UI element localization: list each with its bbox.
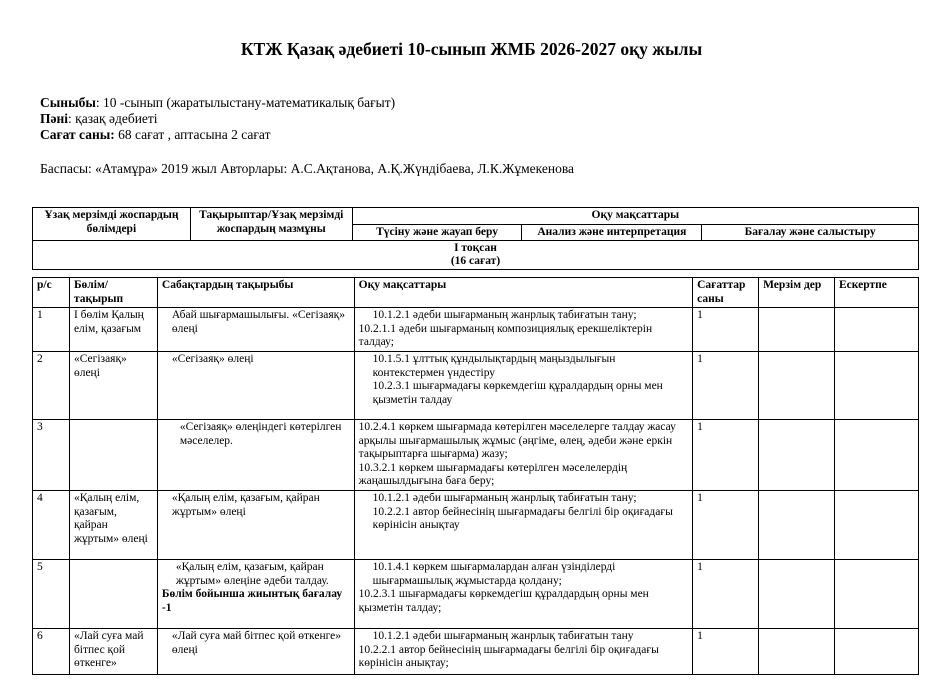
class-line: [40, 95, 395, 111]
col-lesson: Сабақтардың тақырыбы: [157, 278, 354, 308]
row-num: 6: [33, 628, 70, 674]
row-lesson: «Лай суға май бітпес қой өткенге» өлеңі: [157, 628, 354, 674]
class-label: Сыныбы: [40, 95, 96, 110]
header-goal-analysis: Анализ және интерпретация: [522, 224, 702, 241]
row-note: [835, 351, 919, 419]
subject-label: Пәні: [40, 111, 69, 126]
row-section: «Лай суға май бітпес қой өткенге»: [69, 628, 157, 674]
goal-a: 10.2.4.1 көркем шығармада көтерілген мәселелерге талдау жасау арқылы шығармашылық жұмыс (әңгіме, өлең, әдеби және еркін тақырыптарға шығарма) жазу;: [358, 420, 676, 461]
goal-a: 10.1.2.1 әдеби шығарманың жанрлық табиғатын тану;: [372, 309, 637, 322]
row-note: [835, 419, 919, 490]
col-goals: Оқу мақсаттары: [354, 278, 692, 308]
plan-table: [32, 277, 919, 675]
row-goals: [354, 490, 692, 559]
row-goals: [354, 308, 692, 352]
hours-label: Сағат саны:: [40, 127, 115, 142]
goal-a: 10.1.5.1 ұлттық құндылықтардың маңыздылығын контекстермен үндестіру: [372, 352, 616, 379]
row-hours: 1: [693, 559, 759, 628]
row-section: «Қалың елім, қазағым, қайран жұртым» өлеңі: [69, 490, 157, 559]
header-topics: Тақырыптар/Ұзақ мерзімді жоспардың мазмұны: [190, 208, 352, 241]
hours-value: 68 сағат , аптасына 2 сағат: [114, 127, 271, 142]
goal-b: 10.2.3.1 шығармадағы көркемдегіш құралдардың орны мен қызметін талдау;: [358, 588, 649, 614]
goal-a: 10.1.2.1 әдеби шығарманың жанрлық табиғатын тану;: [372, 491, 637, 504]
row-num: 1: [33, 308, 70, 352]
row-goals: [354, 351, 692, 419]
row-hours: 1: [693, 628, 759, 674]
header-goals: Оқу мақсаттары: [352, 208, 918, 225]
goal-b: 10.3.2.1 көркем шығармадағы көтерілген мәселелердің жаңашылдығына баға беру;: [358, 461, 628, 488]
table-row: [33, 559, 919, 628]
lesson-assessment: Бөлім бойынша жиынтық бағалау -1: [161, 588, 343, 614]
col-hours: Сағаттар саны: [693, 278, 759, 308]
row-lesson: Абай шығармашылығы. «Сегізаяқ» өлеңі: [157, 308, 354, 352]
row-num: 4: [33, 490, 70, 559]
row-deadline: [759, 490, 835, 559]
subject-line: [40, 111, 158, 127]
publisher-line: Баспасы: «Атамұра» 2019 жыл Авторлары: А.С.Ақтанова, А.Қ.Жүндібаева, Л.К.Жұмекенова: [40, 161, 575, 176]
row-lesson: «Сегізаяқ» өлеңі: [157, 351, 354, 419]
row-num: 3: [33, 419, 70, 490]
row-note: [835, 308, 919, 352]
table-row: [33, 490, 919, 559]
row-hours: 1: [693, 308, 759, 352]
subject-value: : қазақ әдебиеті: [68, 111, 158, 126]
quarter-hours: (16 сағат): [450, 254, 501, 267]
row-num: 2: [33, 351, 70, 419]
row-goals: [354, 559, 692, 628]
row-section: [69, 419, 157, 490]
row-deadline: [759, 351, 835, 419]
row-note: [835, 628, 919, 674]
table-row: [33, 628, 919, 674]
goal-b: 10.2.2.1 автор бейнесінің шығармадағы белгілі бір оқиғадағы көрінісін анықтау: [372, 505, 673, 532]
quarter-name: I тоқсан: [454, 242, 497, 254]
header-long-term: Ұзақ мерзімді жоспардың бөлімдері: [33, 208, 191, 241]
header-goal-understand: Түсіну және жауап беру: [352, 224, 522, 241]
row-lesson: «Қалың елім, қазағым, қайран жұртым» өлеңі: [157, 490, 354, 559]
goal-b: 10.2.1.1 әдеби шығарманың композициялық ерекшеліктерін талдау;: [358, 322, 653, 349]
row-section: «Сегізаяқ» өлеңі: [69, 351, 157, 419]
row-hours: 1: [693, 419, 759, 490]
table-row: [33, 308, 919, 352]
header-goal-evaluate: Бағалау және салыстыру: [702, 224, 919, 241]
col-num: р/с: [33, 278, 70, 308]
row-deadline: [759, 628, 835, 674]
row-goals: [354, 628, 692, 674]
col-note: Ескертпе: [835, 278, 919, 308]
table-row: [33, 419, 919, 490]
goal-a: 10.1.4.1 көркем шығармалардан алған үзінділерді шығармашылық жұмыстарда қолдану;: [372, 560, 616, 587]
row-deadline: [759, 419, 835, 490]
row-section: [69, 559, 157, 628]
quarter-row: [33, 241, 919, 270]
document-title: КТЖ Қазақ әдебиеті 10-сынып ЖМБ 2026-2027 оқу жылы: [240, 39, 703, 59]
col-deadline: Мерзім дер: [759, 278, 835, 308]
row-note: [835, 559, 919, 628]
lesson-text: «Қалың елім, қазағым, қайран жұртым» өлеңіне әдеби талдау.: [175, 560, 329, 587]
row-hours: 1: [693, 351, 759, 419]
row-note: [835, 490, 919, 559]
goal-b: 10.2.2.1 автор бейнесінің шығармадағы белгілі бір оқиғадағы көрінісін анықтау;: [358, 643, 659, 670]
row-lesson: «Сегізаяқ» өлеңіндегі көтерілген мәселелер.: [157, 419, 354, 490]
hours-line: [40, 127, 270, 143]
row-lesson: [157, 559, 354, 628]
goal-a: 10.1.2.1 әдеби шығарманың жанрлық табиғатын тану: [372, 629, 634, 642]
goal-b: 10.2.3.1 шығармадағы көркемдегіш құралдардың орны мен қызметін талдау: [372, 380, 663, 406]
row-deadline: [759, 559, 835, 628]
table-row: [33, 351, 919, 419]
row-hours: 1: [693, 490, 759, 559]
class-value: : 10 -сынып (жаратылыстану-математикалық бағыт): [95, 95, 396, 110]
row-num: 5: [33, 559, 70, 628]
col-section: Бөлім/ тақырып: [69, 278, 157, 308]
row-goals: [354, 419, 692, 490]
header-table: [32, 207, 919, 270]
row-deadline: [759, 308, 835, 352]
row-section: І бөлім Қалың елім, қазағым: [69, 308, 157, 352]
